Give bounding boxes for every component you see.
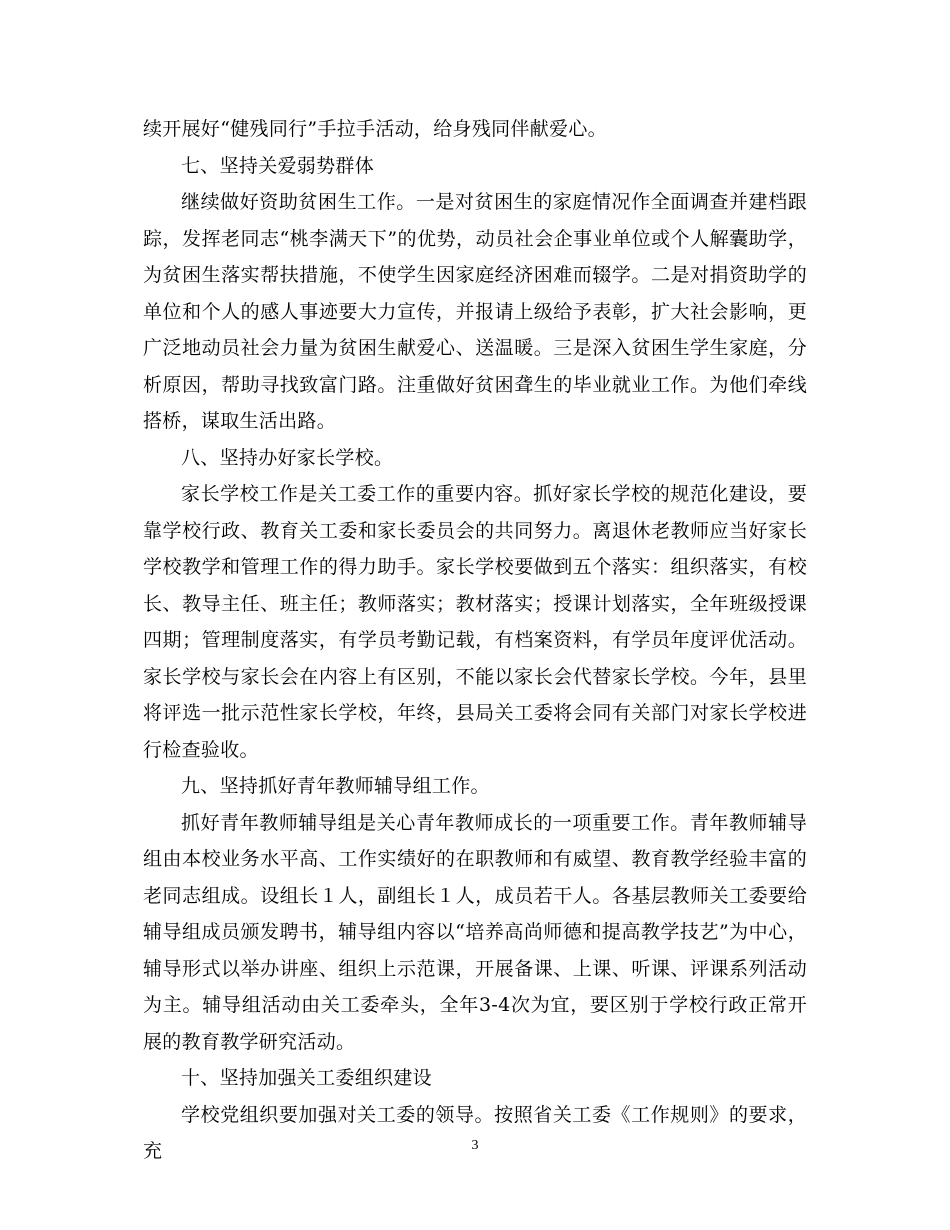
section-heading-10: 十、坚持加强关工委组织建设 xyxy=(181,1067,432,1089)
paragraph-parent-school: 家长学校工作是关工委工作的重要内容。抓好家长学校的规范化建设，要靠学校行政、教育关工委和家长委员会的共同努力。离退休老教师应当好家长学校教学和管理工作的得力助手。家长学校要做到五个落实：组织落实，有校长、教导主任、班主任；教师落实；教材落实；授课计划落实，全年班级授课四期；管理制度落实，有学员考勤记载，有档案资料，有学员年度评优活动。家长学校与家长会在内容上有区别，不能以家长会代替家长学校。今年，县里将评选一批示范性家长学校，年终，县局关工委将会同有关部门对家长学校进行检查验收。 xyxy=(143,483,807,761)
paragraph-teacher-mentoring: 抓好青年教师辅导组是关心青年教师成长的一项重要工作。青年教师辅导组由本校业务水平高、工作实绩好的在职教师和有威望、教育教学经验丰富的老同志组成。设组长１人，副组长１人，成员若干人。各基层教师关工委要给辅导组成员颁发聘书，辅导组内容以“培养高尚师德和提高教学技艺”为中心，辅导形式以举办讲座、组织上示范课，开展备课、上课、听课、评课系列活动为主。辅导组活动由关工委牵头，全年3-4次为宜，要区别于学校行政正常开展的教育教学研究活动。 xyxy=(143,811,807,1053)
paragraph-poverty-aid: 继续做好资助贫困生工作。一是对贫困生的家庭情况作全面调查并建档跟踪，发挥老同志“桃李满天下”的优势，动员社会企事业单位或个人解囊助学，为贫困生落实帮扶措施，不使学生因家庭经济困难而辍学。二是对捐资助学的单位和个人的感人事迹要大力宣传，并报请上级给予表彰，扩大社会影响，更广泛地动员社会力量为贫困生献爱心、送温暖。三是深入贫困生学生家庭，分析原因，帮助寻找致富门路。注重做好贫困聋生的毕业就业工作。为他们牵线搭桥，谋取生活出路。 xyxy=(143,191,807,432)
continuation-paragraph: 续开展好“健残同行”手拉手活动，给身残同伴献爱心。 xyxy=(143,118,607,140)
paragraph-organization: 学校党组织要加强对关工委的领导。按照省关工委《工作规则》的要求，充 xyxy=(143,1103,807,1162)
body-text xyxy=(143,111,807,1170)
section-heading-8: 八、坚持办好家长学校。 xyxy=(181,446,394,469)
page-number: 3 xyxy=(471,1138,479,1153)
section-heading-9: 九、坚持抓好青年教师辅导组工作。 xyxy=(181,775,490,797)
section-heading-7: 七、坚持关爱弱势群体 xyxy=(181,154,375,177)
